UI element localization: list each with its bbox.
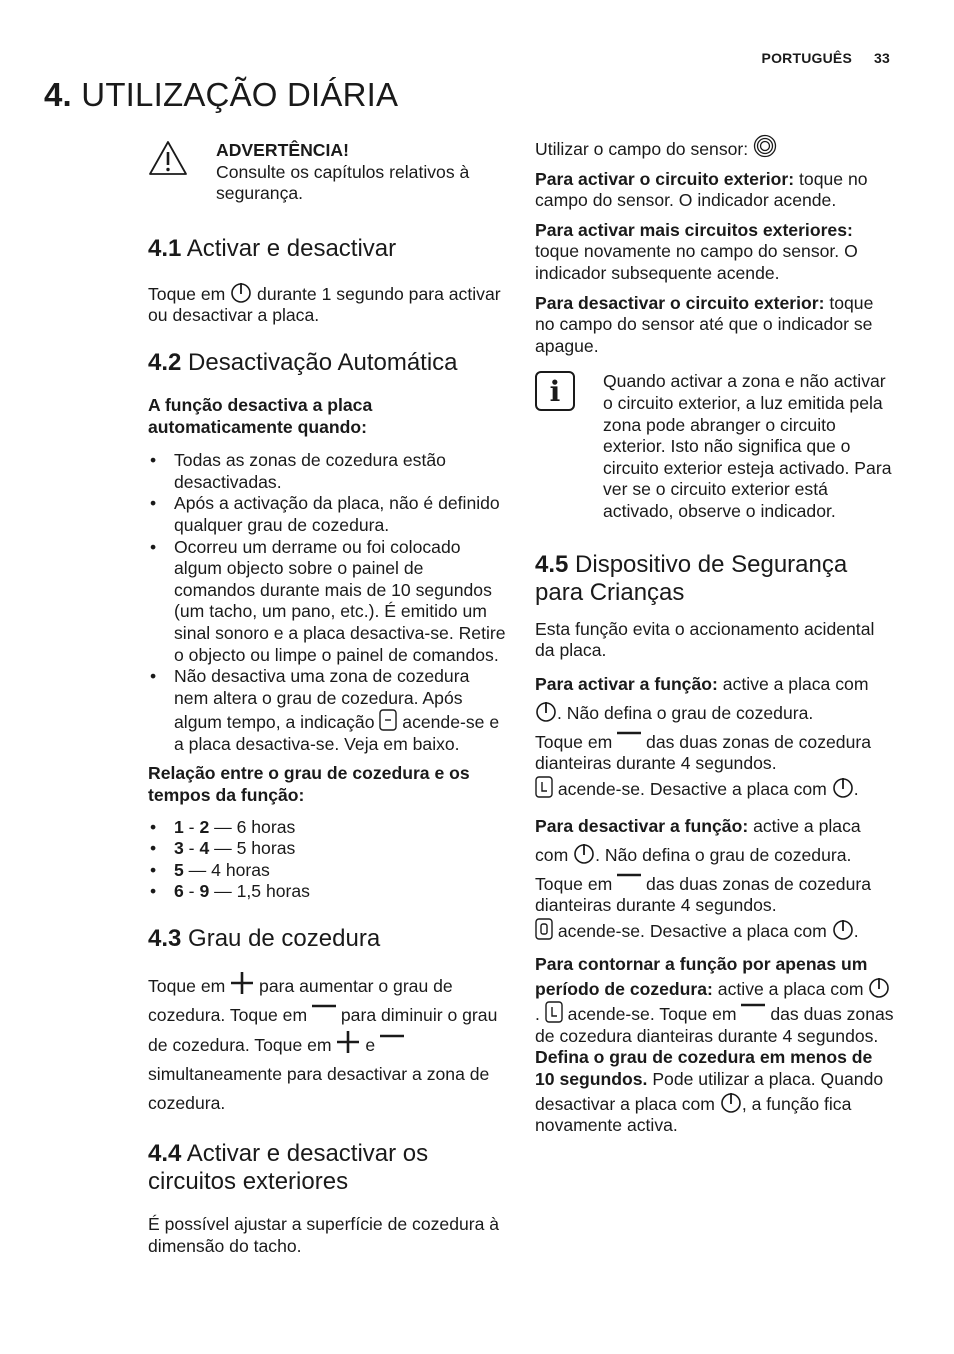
duration: — 6 horas [209,816,296,837]
child-lock-off-3 [535,917,895,946]
list-item [148,666,508,755]
section-4-3-heading [148,925,508,953]
right-column [535,134,895,1137]
section-4-2-heading [148,349,508,377]
text: . [853,778,859,799]
text: das duas zonas de cozedura dianteiras durante 4 segundos. [535,1004,894,1046]
child-lock-off-2 [535,870,895,917]
header-language: PORTUGUÊS [761,50,853,66]
deactivate-outer [535,293,895,358]
sep: - [183,816,200,837]
s41-paragraph [148,281,508,327]
power-icon [868,976,890,998]
text: Toque em [148,283,226,304]
list-item [148,881,508,903]
zero-display-icon [535,918,553,940]
text: para aumentar o grau de cozedura. Toque em [148,976,453,1026]
section-number: 4.1 [148,234,182,262]
sep: - [183,881,200,902]
sensor-field-icon [753,134,777,158]
title-number: 4. [44,76,72,113]
list-item: • Após a activação da placa, não é definido qualquer grau de cozedura. [148,493,508,536]
minus-icon [617,870,641,884]
level: 9 [199,881,210,902]
list-item: • Ocorreu um derrame ou foi colocado algum objecto sobre o painel de comandos durante mais de 10 segundos (um tacho, um pano, etc.). É emitido um sinal sonoro e a placa desactiva-se. Retire o objecto ou limpe o painel de comandos. [148,537,508,667]
child-lock-off-1 [535,812,895,870]
level: 2 [199,816,210,837]
text: . [535,1004,540,1025]
info-text: Quando activar a zona e não activar o circuito exterior, a luz emitida pela zona pode abranger o circuito exterior. Isto não significa que o circuito exterior esteja activado. Para ver se o circuito exterior está activado, observe o indicador. [603,371,892,521]
times-list [148,817,508,903]
section-number: 4.5 [535,550,569,578]
text: toque no campo do sensor. O indicador acende. [535,168,868,211]
info-icon: i [535,371,575,411]
text: Pode utilizar a placa. Quando desactivar a placa com [535,1069,884,1114]
text: toque novamente no campo do sensor. O indicador subsequente acende. [535,241,858,283]
warning-text-block [216,140,508,205]
level: 6 [174,881,184,902]
power-icon [573,842,595,864]
section-number: 4.3 [148,925,182,953]
warning-text: Consulte os capítulos relativos à segurança. [216,161,470,204]
plus-icon [336,1030,360,1054]
power-icon [535,700,557,722]
text: Toque em [535,873,613,894]
list-item [148,817,508,839]
power-icon [832,918,854,940]
text: Utilizar o campo do sensor: [535,139,749,159]
level: 1 [174,816,184,837]
text: acende-se. Toque em [567,1004,737,1025]
text: , a função fica novamente activa. [535,1093,852,1136]
minus-icon [741,1000,765,1014]
duration: — 5 horas [209,838,296,859]
text: das duas zonas de cozedura dianteiras durante 4 segundos. [535,731,872,774]
section-number: 4.4 [148,1140,182,1168]
s44-paragraph: É possível ajustar a superfície de cozedura à dimensão do tacho. [148,1214,500,1256]
text: Não desactiva uma zona de cozedura nem altera o grau de cozedura. Após algum tempo, a indicação [174,666,470,733]
section-4-4-heading [148,1140,508,1196]
text: simultaneamente para desactivar a zona de cozedura. [148,1064,490,1114]
list-item [148,838,508,860]
section-title: Dispositivo de Segurança para Crianças [535,550,848,606]
text: active a placa com [535,815,861,865]
lock-display-icon [545,1001,563,1023]
list-item [148,860,508,882]
s42-relation: Relação entre o grau de cozedura e os tempos da função: [148,763,470,806]
section-title: Grau de cozedura [188,925,381,953]
child-lock-on-1 [535,670,895,728]
activate-outer [535,169,895,212]
child-lock-on-2 [535,728,895,775]
sensor-line [535,134,895,161]
section-title: Desactivação Automática [188,348,458,376]
page-number: 33 [874,50,890,66]
text: active a placa com [712,978,864,999]
minus-icon [380,1031,404,1045]
s42-bullet-list [148,450,508,755]
power-icon [720,1091,742,1113]
level: 3 [174,838,184,859]
text: durante 1 segundo para activar ou desactivar a placa. [148,283,501,326]
text: . Não defina o grau de cozedura. [595,844,852,865]
minus-icon [312,1001,336,1015]
label: Para desactivar a função: [535,815,749,836]
level: 4 [199,838,210,859]
text: active a placa com [717,673,869,694]
power-icon [230,281,252,303]
minus-icon [617,728,641,742]
label: Para activar a função: [535,673,718,694]
text: Toque em [535,731,613,752]
s42-lead: A função desactiva a placa automaticamente quando: [148,394,373,437]
warning-block [148,140,508,205]
duration: — 1,5 horas [209,881,310,902]
title-text: UTILIZAÇÃO DIÁRIA [81,76,399,113]
text: acende-se. Desactive a placa com [557,778,827,799]
info-block [535,371,895,522]
text: Toque em [148,976,226,997]
sep: - [183,838,200,859]
power-icon [832,776,854,798]
list-item: • Todas as zonas de cozedura estão desactivadas. [148,450,508,493]
text: acende-se e a placa desactiva-se. Veja em baixo. [174,712,500,754]
text: e [365,1035,376,1056]
text: . [853,921,859,942]
warning-heading: ADVERTÊNCIA! [216,140,349,160]
activate-more [535,220,895,285]
page-header [762,50,890,66]
label: Para activar mais circuitos exteriores: [535,219,853,240]
label: Para contornar a função por apenas um período de cozedura: [535,954,868,999]
text: acende-se. Desactive a placa com [557,921,827,942]
text: para diminuir o grau de cozedura. Toque em [148,1005,498,1056]
child-lock-bypass [535,954,895,1137]
section-4-5-heading [535,551,895,607]
label: Para desactivar o circuito exterior: [535,292,825,313]
section-title: Activar e desactivar [186,234,397,262]
text: toque no campo do sensor até que o indicador se apague. [535,292,874,356]
section-title: Activar e desactivar os circuitos exteriores [148,1140,429,1196]
dash-display-icon [379,709,397,731]
label: Para activar o circuito exterior: [535,168,795,189]
page-title [44,76,398,114]
warning-triangle-icon [148,140,188,176]
left-column [148,140,508,1265]
plus-icon [230,971,254,995]
text: das duas zonas de cozedura dianteiras durante 4 segundos. [535,873,872,916]
text: . Não defina o grau de cozedura. [557,702,814,723]
duration: — 4 horas [183,859,270,880]
s45-intro: Esta função evita o accionamento acidental da placa. [535,618,875,661]
child-lock-on-3 [535,775,895,804]
section-number: 4.2 [148,348,182,376]
s43-paragraph [148,971,508,1118]
section-4-1-heading [148,235,508,263]
lock-display-icon [535,776,553,798]
level: 5 [174,859,184,880]
emphasis: Defina o grau de cozedura em menos de 10 segundos. [535,1047,873,1090]
